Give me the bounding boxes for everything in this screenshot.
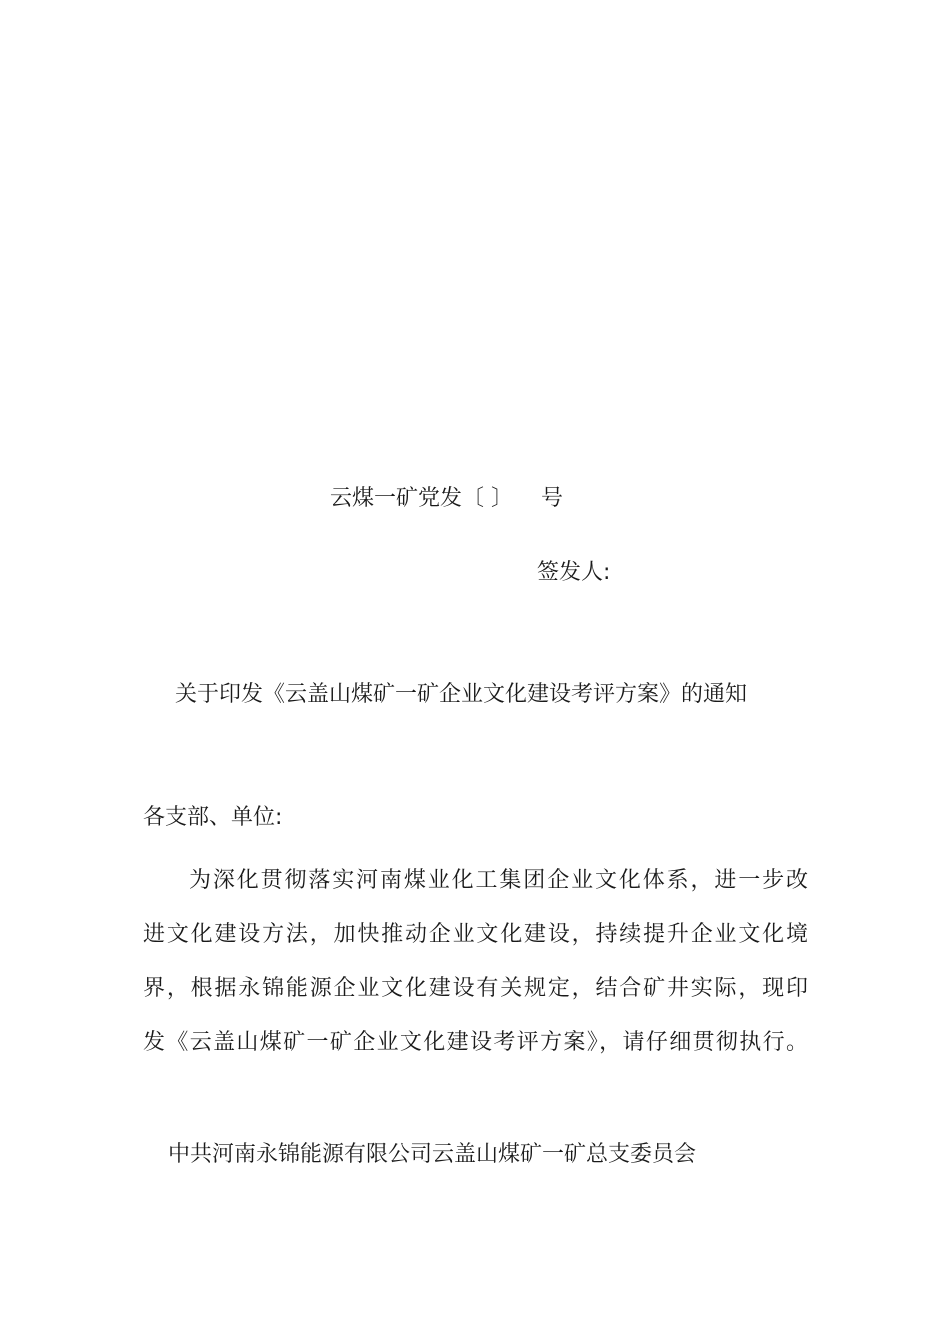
document-number [330, 484, 563, 514]
body-line-text: 界，根据永锦能源企业文化建设有关规定，结合矿井实际，现印 [143, 976, 808, 1001]
body-line-text: 进文化建设方法，加快推动企业文化建设，持续提升企业文化境 [143, 922, 808, 947]
document-title: 关于印发《云盖山煤矿一矿企业文化建设考评方案》的通知 [175, 682, 748, 707]
body-paragraph-line [143, 920, 808, 950]
body-paragraph-line [143, 974, 808, 1004]
body-line-text: 发《云盖山煤矿一矿企业文化建设考评方案》，请仔细贯彻执行。 [143, 1030, 808, 1055]
body-line-text: 为深化贯彻落实河南煤业化工集团企业文化体系，进一步改 [189, 868, 808, 893]
body-paragraph-line [143, 1028, 808, 1058]
document-number-suffix: 号 [541, 486, 564, 511]
salutation: 各支部、单位: [143, 805, 283, 830]
document-number-prefix: 云煤一矿党发〔 〕 [330, 486, 513, 511]
signature-organization: 中共河南永锦能源有限公司云盖山煤矿一矿总支委员会 [168, 1142, 697, 1167]
body-paragraph-line [143, 866, 808, 896]
signer-label: 签发人: [537, 560, 611, 585]
